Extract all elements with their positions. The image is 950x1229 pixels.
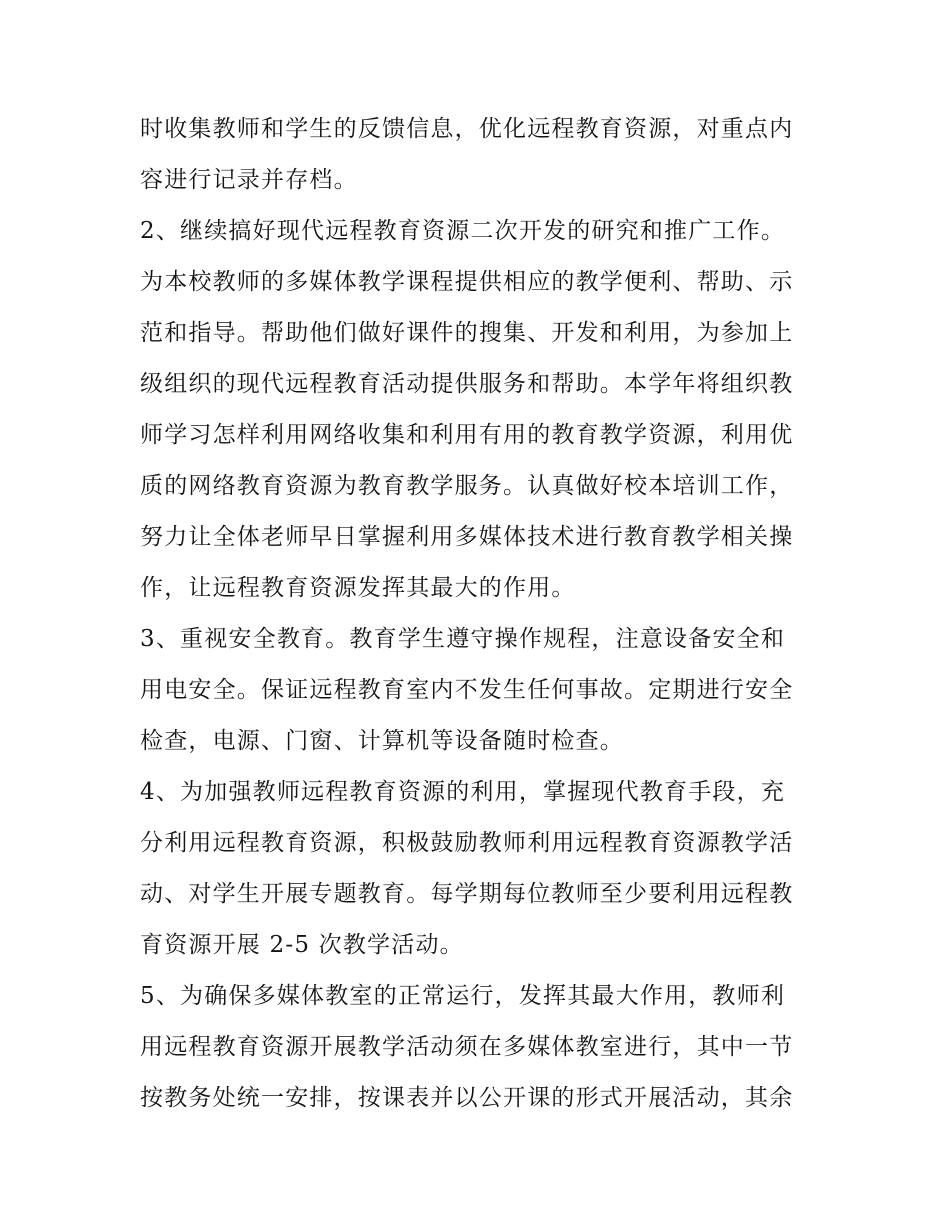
text-line: 用电安全。保证远程教育室内不发生任何事故。定期进行安全: [140, 677, 794, 703]
text-line: 为本校教师的多媒体教学课程提供相应的教学便利、帮助、示: [140, 269, 794, 295]
text-line: 级组织的现代远程教育活动提供服务和帮助。本学年将组织教: [140, 371, 794, 397]
text-line: 育资源开展 2-5 次教学活动。: [140, 932, 464, 958]
text-line: 师学习怎样利用网络收集和利用有用的教育教学资源，利用优: [140, 422, 794, 448]
text-line: 质的网络教育资源为教育教学服务。认真做好校本培训工作，: [140, 473, 794, 499]
text-line: 用远程教育资源开展教学活动须在多媒体教室进行，其中一节: [140, 1034, 794, 1060]
document-body: [140, 104, 820, 1124]
text-line: 容进行记录并存档。: [140, 167, 358, 193]
text-line: 4、为加强教师远程教育资源的利用，掌握现代教育手段，充: [140, 779, 786, 805]
text-line: 努力让全体老师早日掌握利用多媒体技术进行教育教学相关操: [140, 524, 794, 550]
text-line: 2、继续搞好现代远程教育资源二次开发的研究和推广工作。: [140, 218, 786, 244]
text-line: 分利用远程教育资源，积极鼓励教师利用远程教育资源教学活: [140, 830, 794, 856]
text-line: 作，让远程教育资源发挥其最大的作用。: [140, 575, 576, 601]
text-line: 时收集教师和学生的反馈信息，优化远程教育资源，对重点内: [140, 116, 794, 142]
text-line: 5、为确保多媒体教室的正常运行，发挥其最大作用，教师利: [140, 983, 786, 1009]
text-line: 按教务处统一安排，按课表并以公开课的形式开展活动，其余: [140, 1085, 794, 1111]
text-line: 检查，电源、门窗、计算机等设备随时检查。: [140, 728, 624, 754]
text-line: 范和指导。帮助他们做好课件的搜集、开发和利用，为参加上: [140, 320, 794, 346]
text-line: 3、重视安全教育。教育学生遵守操作规程，注意设备安全和: [140, 626, 786, 652]
text-line: 动、对学生开展专题教育。每学期每位教师至少要利用远程教: [140, 881, 794, 907]
